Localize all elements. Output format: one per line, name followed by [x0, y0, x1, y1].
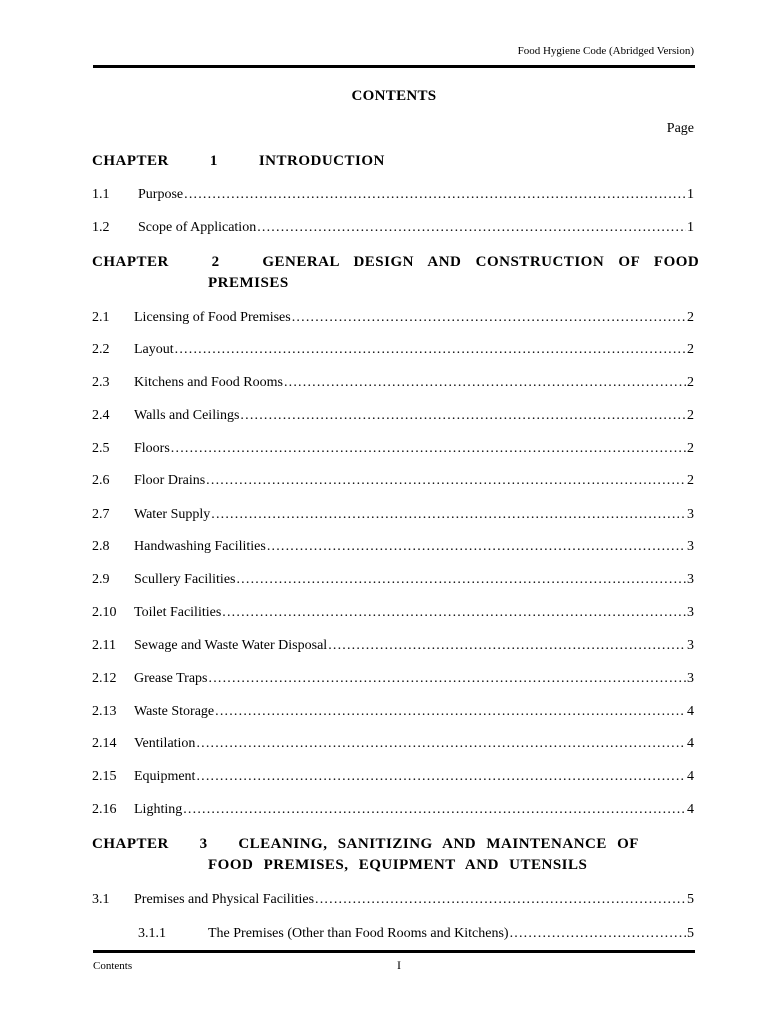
footer-section-label: Contents [93, 960, 133, 972]
toc-entry[interactable] [92, 802, 694, 820]
dot-leader [510, 926, 686, 942]
dot-leader [215, 704, 686, 720]
toc-entry-page: 3 [687, 605, 694, 620]
toc-entry-number: 2.6 [92, 473, 110, 488]
toc-entry[interactable] [92, 572, 694, 590]
chapter-title-continued: FOOD PREMISES, EQUIPMENT AND UTENSILS [208, 857, 588, 873]
page-column-label: Page [666, 121, 694, 136]
dot-leader [236, 572, 686, 588]
header-rule [93, 65, 695, 68]
toc-entry-title: The Premises (Other than Food Rooms and Kitchens) [208, 926, 509, 941]
toc-entry-page: 3 [687, 572, 694, 587]
toc-entry-title: Floors [134, 441, 170, 456]
toc-entry-number: 2.15 [92, 769, 117, 784]
toc-entry-number: 2.11 [92, 638, 116, 653]
toc-entry-page: 3 [687, 638, 694, 653]
toc-entry-title: Waste Storage [134, 704, 215, 719]
toc-entry-number: 2.2 [92, 342, 110, 357]
toc-entry[interactable] [92, 605, 694, 623]
toc-subentry[interactable] [92, 926, 694, 944]
toc-entry-title: Ventilation [134, 736, 196, 751]
toc-entry[interactable] [92, 473, 694, 491]
chapter-label: CHAPTER [92, 153, 169, 169]
toc-entry-title: Lighting [134, 802, 183, 817]
toc-entry-number: 2.4 [92, 408, 110, 423]
toc-entry-page: 2 [687, 342, 694, 357]
dot-leader [196, 736, 686, 752]
toc-entry-number: 1.1 [92, 187, 110, 202]
toc-entry[interactable] [92, 539, 694, 557]
toc-entry-title: Premises and Physical Facilities [134, 892, 315, 907]
toc-entry-title: Purpose [138, 187, 184, 202]
toc-entry-page: 4 [687, 736, 694, 751]
chapter-3-heading [92, 836, 639, 874]
toc-entry[interactable] [92, 220, 694, 238]
toc-entry-number: 2.16 [92, 802, 117, 817]
toc-entry-title: Scope of Application [138, 220, 257, 235]
chapter-number: 3 [199, 836, 208, 852]
dot-leader [267, 539, 686, 555]
toc-entry[interactable] [92, 704, 694, 722]
toc-entry[interactable] [92, 408, 694, 426]
dot-leader [209, 671, 687, 687]
dot-leader [175, 342, 686, 358]
chapter-number: 1 [209, 153, 218, 169]
chapter-number: 2 [211, 254, 220, 270]
toc-entry-number: 2.1 [92, 310, 110, 325]
toc-entry-title: Layout [134, 342, 174, 357]
toc-entry-number: 2.10 [92, 605, 117, 620]
toc-entry-number: 2.12 [92, 671, 117, 686]
toc-entry-page: 4 [687, 769, 694, 784]
toc-entry-page: 4 [687, 704, 694, 719]
toc-entry-number: 2.8 [92, 539, 110, 554]
toc-entry-title: Water Supply [134, 507, 211, 522]
toc-entry[interactable] [92, 310, 694, 328]
dot-leader [184, 187, 686, 203]
toc-entry-page: 3 [687, 671, 694, 686]
toc-entry-title: Toilet Facilities [134, 605, 222, 620]
toc-entry[interactable] [92, 507, 694, 525]
toc-entry-page: 5 [687, 892, 694, 907]
dot-leader [292, 310, 686, 326]
toc-entry-page: 3 [687, 539, 694, 554]
toc-entry-number: 2.14 [92, 736, 117, 751]
chapter-title: INTRODUCTION [258, 153, 385, 169]
toc-entry[interactable] [92, 441, 694, 459]
toc-entry-title: Licensing of Food Premises [134, 310, 291, 325]
toc-entry-page: 3 [687, 507, 694, 522]
toc-entry-number: 1.2 [92, 220, 110, 235]
toc-entry-number: 3.1 [92, 892, 110, 907]
toc-entry-page: 2 [687, 408, 694, 423]
chapter-label: CHAPTER [92, 836, 169, 852]
dot-leader [315, 892, 686, 908]
dot-leader [183, 802, 686, 818]
toc-entry-page: 2 [687, 473, 694, 488]
toc-entry-number: 2.7 [92, 507, 110, 522]
toc-entry-page: 1 [687, 220, 694, 235]
chapter-label: CHAPTER [92, 254, 169, 270]
dot-leader [257, 220, 686, 236]
toc-entry[interactable] [92, 342, 694, 360]
toc-entry-title: Walls and Ceilings [134, 408, 240, 423]
dot-leader [240, 408, 686, 424]
dot-leader [222, 605, 686, 621]
toc-entry[interactable] [92, 671, 694, 689]
chapter-1-heading [92, 153, 385, 170]
toc-entry-number: 2.3 [92, 375, 110, 390]
toc-entry-page: 4 [687, 802, 694, 817]
toc-entry-title: Scullery Facilities [134, 572, 236, 587]
dot-leader [328, 638, 686, 654]
toc-entry-title: Handwashing Facilities [134, 539, 266, 554]
dot-leader [171, 441, 686, 457]
running-header: Food Hygiene Code (Abridged Version) [517, 45, 694, 57]
toc-entry-page: 2 [687, 310, 694, 325]
toc-entry-page: 2 [687, 375, 694, 390]
toc-entry[interactable] [92, 187, 694, 205]
toc-entry[interactable] [92, 892, 694, 910]
toc-entry-page: 5 [687, 926, 694, 941]
chapter-2-heading [92, 254, 699, 292]
toc-entry-number: 2.5 [92, 441, 110, 456]
toc-entry-title: Kitchens and Food Rooms [134, 375, 283, 390]
toc-entry[interactable] [92, 736, 694, 754]
chapter-title: GENERAL DESIGN AND CONSTRUCTION OF FOOD [262, 254, 700, 270]
dot-leader [284, 375, 686, 391]
toc-entry-page: 1 [687, 187, 694, 202]
dot-leader [196, 769, 686, 785]
contents-heading: CONTENTS [351, 88, 437, 104]
footer-rule [93, 950, 695, 953]
toc-entry-title: Sewage and Waste Water Disposal [134, 638, 328, 653]
chapter-title-continued: PREMISES [208, 275, 289, 291]
chapter-title: CLEANING, SANITIZING AND MAINTENANCE OF [238, 836, 639, 852]
toc-entry[interactable] [92, 638, 694, 656]
toc-entry-number: 3.1.1 [138, 926, 166, 941]
dot-leader [206, 473, 686, 489]
footer-page-number: I [397, 958, 401, 972]
dot-leader [211, 507, 686, 523]
toc-entry[interactable] [92, 769, 694, 787]
toc-entry-title: Floor Drains [134, 473, 206, 488]
toc-entry-page: 2 [687, 441, 694, 456]
toc-entry-title: Equipment [134, 769, 196, 784]
toc-entry-title: Grease Traps [134, 671, 208, 686]
toc-entry-number: 2.9 [92, 572, 110, 587]
toc-entry[interactable] [92, 375, 694, 393]
toc-entry-number: 2.13 [92, 704, 117, 719]
